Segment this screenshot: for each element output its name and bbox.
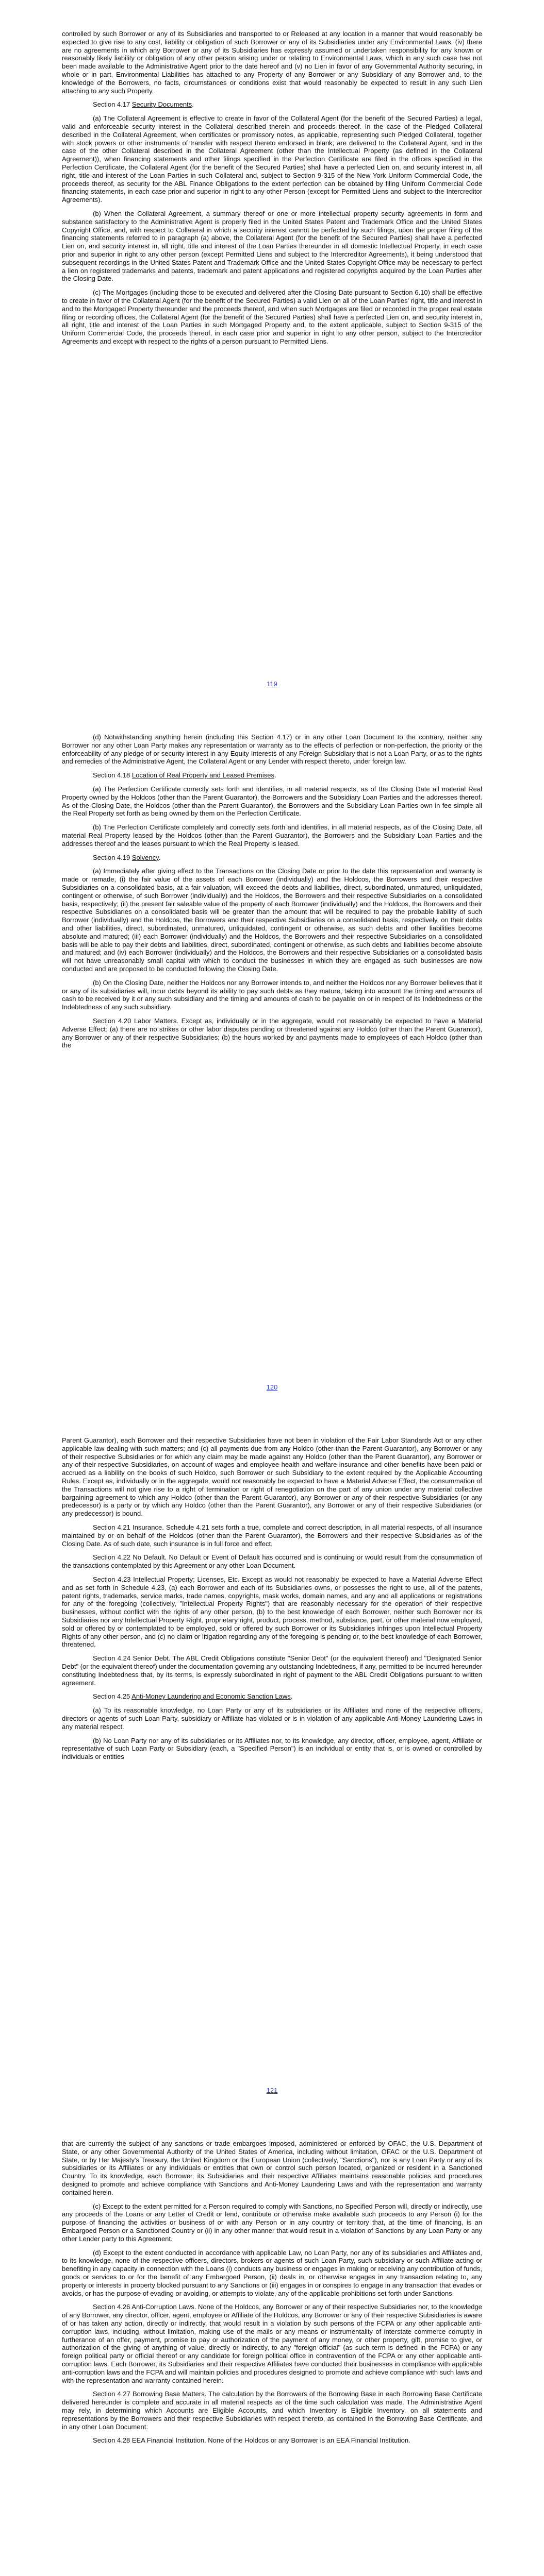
body-paragraph: (a) To its reasonable knowledge, no Loan Party or any of its subsidiaries or its Affiliates and none of the respective officers, directors or agents of such Loan Party, subsidiary or Affiliate has violated or is in violation of any applicable Anti-Money Laundering Laws in any material respect. xyxy=(62,1706,482,1731)
body-paragraph: Section 4.21 Insurance. Schedule 4.21 sets forth a true, complete and correct description, in all material respects, of all insurance maintained by or on behalf of the Holdcos (other than the Parent Guarantor), the Borrowers and their respective Subsidiaries as of the Closing Date. As of such date, such insurance is in full force and effect. xyxy=(62,1523,482,1548)
body-paragraph: (d) Except to the extent conducted in accordance with applicable Law, no Loan Party, nor any of its subsidiaries and Affiliates and, to its knowledge, none of the respective officers, directors, brokers or agents of such Loan Party, such subsidiary or such Affiliate acting or benefiting in any capacity in connection with the Loans (i) conducts any business or engages in making or receiving any contribution of funds, goods or services to or for the benefit of any Embargoed Person, (ii) deals in, or otherwise engages in any transaction relating to, any property or interests in property blocked pursuant to any Sanctions or (iii) engages in or conspires to engage in any transaction that evades or avoids, or has the purpose of evading or avoiding, or attempts to violate, any of the applicable prohibitions set forth under Sanctions. xyxy=(62,2248,482,2297)
body-paragraph: (a) Immediately after giving effect to the Transactions on the Closing Date or prior to the date this representation and warranty is made or remade, (i) the fair value of the assets of each Borrower (individually) and the Holdcos, the Borrowers and their respective Subsidiaries on a consolidated basis, at a fair valuation, will exceed the debts and liabilities, direct, subordinated, unmatured, unliquidated, contingent or otherwise, of such Borrower (individually) and the Holdcos, the Borrowers and their respective Subsidiaries on a consolidated basis, respectively; (ii) the present fair saleable value of the property of each Borrower (individually) and the Holdcos, the Borrowers and their respective Subsidiaries on a consolidated basis will be greater than the amount that will be required to pay the probable liability of such Borrower (individually) and the Holdcos, the Borrowers and their respective Subsidiaries on a consolidated basis, respectively, on their debts and other liabilities, direct, subordinated, unmatured, unliquidated, contingent or otherwise, as such debts and other liabilities become absolute and matured; (iii) each Borrower (individually) and the Holdcos, the Borrowers and their respective Subsidiaries on a consolidated basis will be able to pay their debts and liabilities, direct, subordinated, contingent or otherwise, as such debts and liabilities become absolute and matured; and (iv) each Borrower (individually) and the Holdcos, the Borrowers and their respective Subsidiaries on a consolidated basis will not have unreasonably small capital with which to conduct the businesses in which they are engaged as such businesses are now conducted and are proposed to be conducted following the Closing Date. xyxy=(62,867,482,973)
body-paragraph: Section 4.26 Anti-Corruption Laws. None of the Holdcos, any Borrower or any of their respective Subsidiaries nor, to the knowledge of any Borrower, any director, officer, agent, employee or Affiliate of the Holdcos, any Borrower or any of their respective Subsidiaries is aware of or has taken any action, directly or indirectly, that would result in a violation by such persons of the FCPA or any other applicable anti-corruption laws, including, without limitation, making use of the mails or any means or instrumentality of interstate commerce corruptly in furtherance of an offer, payment, promise to pay or authorization of the payment of any money, or other property, gift, promise to give, or authorization of the giving of anything of value, directly or indirectly, to any "foreign official" (as such term is defined in the FCPA) or any foreign political party or official thereof or any candidate for foreign political office in contravention of the FCPA or any other applicable anti-corruption laws. Each Borrower, its Subsidiaries and their respective Affiliates have conducted their businesses in compliance with applicable anti-corruption laws and the FCPA and will maintain policies and procedures designed to promote and achieve compliance with such laws and with the representation and warranty contained herein. xyxy=(62,2303,482,2384)
document-page-119 xyxy=(0,0,544,703)
page-body xyxy=(62,1436,482,1761)
body-paragraph: (b) On the Closing Date, neither the Holdcos nor any Borrower intends to, and neither the Holdcos nor any Borrower believes that it or any of its subsidiaries will, incur debts beyond its ability to pay such debts as they mature, taking into account the timing and amounts of cash to be received by it or any such subsidiary and the timing and amounts of cash to be payable on or in respect of its Indebtedness or the Indebtedness of any such subsidiary. xyxy=(62,978,482,1011)
page-body xyxy=(62,30,482,346)
body-paragraph: (a) The Perfection Certificate correctly sets forth and identifies, in all material respects, as of the Closing Date all material Real Property owned by the Holdcos (other than the Parent Guarantor), the Borrowers and the Subsidiary Loan Parties and the addresses thereof. As of the Closing Date, the Holdcos (other than the Parent Guarantor), the Borrowers and the Subsidiary Loan Parties own in fee simple all the Real Property set forth as being owned by them on the Perfection Certificate. xyxy=(62,785,482,818)
page-number[interactable]: 119 xyxy=(267,680,277,688)
body-paragraph: controlled by such Borrower or any of its Subsidiaries and transported to or Released at any location in a manner that would reasonably be expected to give rise to any cost, liability or obligation of such Borrower or any of its Subsidiaries under any Environmental Laws, (iv) there are no agreements in which any Borrower or any of its Subsidiaries has expressly assumed or undertaken responsibility for any known or reasonably likely liability or obligation of any other person arising under or relating to Environmental Laws, which in any such case has not been made available to the Administrative Agent prior to the date hereof and (v) no Lien in favor of any Governmental Authority securing, in whole or in part, Environmental Liabilities has attached to any Property of any Borrower or any Subsidiary of any Borrower and, to the knowledge of the Borrowers, no facts, circumstances or conditions exist that would reasonably be expected to result in any such Lien attaching to any such Property. xyxy=(62,30,482,95)
page-number[interactable]: 120 xyxy=(266,1383,278,1391)
body-paragraph: (c) The Mortgages (including those to be executed and delivered after the Closing Date pursuant to Section 6.10) shall be effective to create in favor of the Collateral Agent (for the benefit of the Secured Parties) a valid Lien on all of the Loan Parties' right, title and interest in and to the Mortgaged Property thereunder and the proceeds thereof, and when such Mortgages are filed or recorded in the proper real estate filing or recording offices, the Collateral Agent (for the benefit of the Secured Parties) shall have a perfected Lien on, and security interest in, all right, title and interest of the Loan Parties in such Mortgaged Property and, to the extent applicable, subject to Section 9-315 of the Uniform Commercial Code, the proceeds thereof, in each case prior and superior in right to any other person, subject to the Intercreditor Agreements and except with respect to the rights of a person pursuant to Permitted Liens. xyxy=(62,289,482,345)
body-paragraph: Section 4.20 Labor Matters. Except as, individually or in the aggregate, would not reasonably be expected to have a Material Adverse Effect: (a) there are no strikes or other labor disputes pending or threatened against any Holdco (other than the Parent Guarantor), any Borrower or any of their respective Subsidiaries; (b) the hours worked by and payments made to employees of each Holdco (other than the xyxy=(62,1016,482,1049)
body-paragraph: Section 4.27 Borrowing Base Matters. The calculation by the Borrowers of the Borrowing Base in each Borrowing Base Certificate delivered hereunder is complete and accurate in all material respects as of the time such calculation was made. The Administrative Agent may rely, in determining which Accounts are Eligible Accounts, and which Inventory is Eligible Inventory, on all statements and representations by the Borrowers and their respective Subsidiaries with respect thereto, as contained in the Borrowing Base Certificate, and in any other Loan Document. xyxy=(62,2390,482,2431)
body-paragraph: (c) Except to the extent permitted for a Person required to comply with Sanctions, no Specified Person will, directly or indirectly, use any proceeds of the Loans or any Letter of Credit or lend, contribute or otherwise make available such proceeds to any Person (i) for the purpose of financing the activities or business of or with any Person or in any country or territory that, at the time of financing, is an Embargoed Person or a Sanctioned Country or (ii) in any other manner that would result in a violation of Sanctions by any Loan Party or any other Lender party to this Agreement. xyxy=(62,2202,482,2243)
body-paragraph: (a) The Collateral Agreement is effective to create in favor of the Collateral Agent (for the benefit of the Secured Parties) a legal, valid and enforceable security interest in the Collateral described therein and proceeds thereof. In the case of the Pledged Collateral described in the Collateral Agreement, when certificates or promissory notes, as applicable, representing such Pledged Collateral, together with stock powers or other instruments of transfer with respect thereto endorsed in blank, are delivered to the Collateral Agent, and in the case of the other Collateral described in the Collateral Agreement (other than the Intellectual Property (as defined in the Collateral Agreement)), when financing statements and other filings specified in the Perfection Certificate are filed in the offices specified in the Perfection Certificate, the Collateral Agent (for the benefit of the Secured Parties) shall have a perfected Lien on, and security interest in, all right, title and interest of the Loan Parties in such Collateral and, subject to Section 9-315 of the New York Uniform Commercial Code, the proceeds thereof, as security for the ABL Finance Obligations to the extent perfection can be obtained by filing Uniform Commercial Code financing statements, in each case prior and superior in right to any other Person (except for Permitted Liens and subject to the Intercreditor Agreements). xyxy=(62,114,482,204)
document-page-122 xyxy=(0,2110,544,2576)
page-number[interactable]: 121 xyxy=(266,2087,278,2094)
body-paragraph: (b) When the Collateral Agreement, a summary thereof or one or more intellectual property security agreements in form and substance satisfactory to the Administrative Agent is properly filed in the United States Patent and Trademark Office and the United States Copyright Office, and, with respect to Collateral in which a security interest cannot be perfected by such filings, upon the proper filing of the financing statements referred to in paragraph (a) above, the Collateral Agent (for the benefit of the Secured Parties) shall have a perfected Lien on, and security interest in, all right, title and interest of the Loan Parties thereunder in all domestic Intellectual Property, in each case prior and superior in right to any other person (except Permitted Liens and subject to the Intercreditor Agreements), it being understood that subsequent recordings in the United States Patent and Trademark Office and the United States Copyright Office may be necessary to perfect a lien on registered trademarks and patents, trademark and patent applications and registered copyrights acquired by the Loan Parties after the Closing Date. xyxy=(62,209,482,283)
page-body xyxy=(62,733,482,1049)
body-paragraph: (b) The Perfection Certificate completely and correctly sets forth and identifies, in all material respects, as of the Closing Date, all material Real Property leased by the Holdcos (other than the Parent Guarantor), the Borrowers and the Subsidiary Loan Parties and the addresses thereof and the leases pursuant to which the Real Property is leased. xyxy=(62,823,482,848)
section-heading: Section 4.17 Security Documents. xyxy=(93,100,194,109)
body-paragraph: that are currently the subject of any sanctions or trade embargoes imposed, administered or enforced by OFAC, the U.S. Department of State, or any other Governmental Authority of the United States of America, including without limitation, OFAC or the U.S. Department of State, or by Her Majesty's Treasury, the United Kingdom or the European Union (collectively, "Sanctions"), nor is any Loan Party or any of its subsidiaries or its Affiliates or any individuals or entities that own or control such person located, organized or resident in a Sanctioned Country. To its knowledge, each Borrower, its Subsidiaries and their respective Affiliates maintains reasonable policies and procedures designed to promote and achieve compliance with Sanctions and Anti-Money Laundering Laws and with the representation and warranty contained herein. xyxy=(62,2140,482,2196)
section-heading: Section 4.18 Location of Real Property and Leased Premises. xyxy=(93,771,276,779)
page-body xyxy=(62,2140,482,2445)
body-paragraph: Section 4.22 No Default. No Default or Event of Default has occurred and is continuing or would result from the consummation of the transactions contemplated by this Agreement or any other Loan Document. xyxy=(62,1553,482,1570)
section-heading: Section 4.19 Solvency. xyxy=(93,853,161,861)
body-paragraph: (d) Notwithstanding anything herein (including this Section 4.17) or in any other Loan Document to the contrary, neither any Borrower nor any other Loan Party makes any representation or warranty as to the effects of perfection or non-perfection, the priority or the enforceability of any pledge of or security interest in any Equity Interests of any Foreign Subsidiary that is not a Loan Party, or as to the rights and remedies of the Administrative Agent, the Collateral Agent or any Lender with respect thereto, under foreign law. xyxy=(62,733,482,766)
body-paragraph: Section 4.24 Senior Debt. The ABL Credit Obligations constitute "Senior Debt" (or the equivalent thereof) and "Designated Senior Debt" (or the equivalent thereof) under the documentation governing any outstanding Indebtedness, if any, permitted to be incurred hereunder constituting Indebtedness that, by its terms, is expressly subordinated in right of payment to the ABL Credit Obligations pursuant to written agreement. xyxy=(62,1654,482,1687)
document-page-120 xyxy=(0,703,544,1406)
body-paragraph: Section 4.23 Intellectual Property; Licenses, Etc. Except as would not reasonably be expected to have a Material Adverse Effect and as set forth in Schedule 4.23, (a) each Borrower and each of its Subsidiaries owns, or possesses the right to use, all of the patents, patent rights, trademarks, service marks, trade names, copyrights, mask works, domain names, and any and all applications or registrations for any of the foregoing (collectively, "Intellectual Property Rights") that are reasonably necessary for the operation of their respective businesses, without conflict with the rights of any other person, (b) to the best knowledge of each Borrower, neither such Borrower nor its Subsidiaries nor any Intellectual Property Right, proprietary right, product, process, method, substance, part, or other material now employed, sold or offered by or contemplated to be employed, sold or offered by such Borrower or its Subsidiaries infringes upon Intellectual Property Rights of any other person, and (c) no claim or litigation regarding any of the foregoing is pending or, to the best knowledge of each Borrower, threatened. xyxy=(62,1575,482,1649)
body-paragraph: Section 4.28 EEA Financial Institution. None of the Holdcos or any Borrower is an EEA Financial Institution. xyxy=(93,2436,410,2445)
body-paragraph: Parent Guarantor), each Borrower and their respective Subsidiaries have not been in violation of the Fair Labor Standards Act or any other applicable law dealing with such matters; and (c) all payments due from any Holdco (other than the Parent Guarantor), any Borrower or any of their respective Subsidiaries or for which any claim may be made against any Holdco (other than the Parent Guarantor), any Borrower or any of their respective Subsidiaries, on account of wages and employee health and welfare insurance and other benefits have been paid or accrued as a liability on the books of such Holdco, such Borrower or such Subsidiary to the extent required by the Applicable Accounting Rules. Except as, individually or in the aggregate, would not reasonably be expected to have a Material Adverse Effect, the consummation of the Transactions will not give rise to a right of termination or right of renegotiation on the part of any union under any material collective bargaining agreement to which any Holdco (other than the Parent Guarantor), any Borrower or any of their respective Subsidiaries (or any predecessor) is a party or by which any Holdco (other than the Parent Guarantor), any Borrower or any of their respective Subsidiaries (or any predecessor) is bound. xyxy=(62,1436,482,1518)
body-paragraph: (b) No Loan Party nor any of its subsidiaries or its Affiliates nor, to its knowledge, any director, officer, employee, agent, Affiliate or representative of such Loan Party or Subsidiary (each, a "Specified Person") is an individual or entity that is, or is owned or controlled by individuals or entities xyxy=(62,1736,482,1761)
section-heading: Section 4.25 Anti-Money Laundering and Economic Sanction Laws. xyxy=(93,1692,293,1701)
document-page-121 xyxy=(0,1406,544,2110)
